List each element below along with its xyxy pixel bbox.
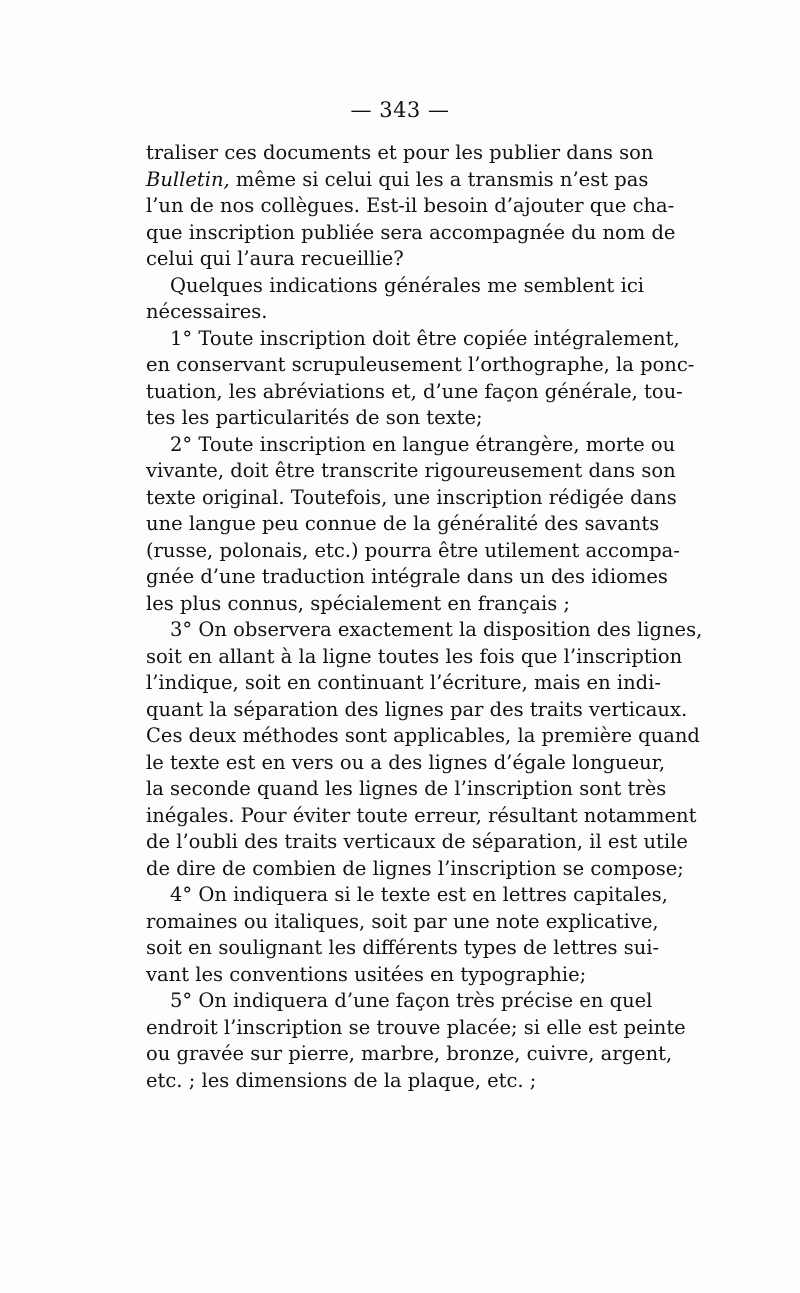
text-line: vivante, doit être transcrite rigoureusement dans son <box>146 459 676 482</box>
paragraph <box>146 617 703 882</box>
text-line <box>146 167 649 194</box>
text-line: ou gravée sur pierre, marbre, bronze, cuivre, argent, <box>146 1042 673 1065</box>
paragraph <box>146 326 695 432</box>
text-line: 5° On indiquera d’une façon très précise en quel <box>170 989 653 1012</box>
text-line: l’un de nos collègues. Est-il besoin d’ajouter que cha- <box>146 194 675 217</box>
text-line: gnée d’une traduction intégrale dans un des idiomes <box>146 565 668 588</box>
text-line: nécessaires. <box>146 300 268 323</box>
text-line: tes les particularités de son texte; <box>146 406 483 429</box>
text-line: l’indique, soit en continuant l’écriture, mais en indi- <box>146 671 661 694</box>
text-line: endroit l’inscription se trouve placée; si elle est peinte <box>146 1015 686 1039</box>
paragraph <box>146 988 686 1094</box>
text-line: Quelques indications générales me semblent ici <box>170 273 644 297</box>
paragraph <box>146 140 676 273</box>
text-line: 4° On indiquera si le texte est en lettres capitales, <box>170 883 668 906</box>
text-line: le texte est en vers ou a des lignes d’égale longueur, <box>146 750 666 774</box>
text-line: en conservant scrupuleusement l’orthographe, la ponc- <box>146 353 695 376</box>
text-line: soit en allant à la ligne toutes les fois que l’inscription <box>146 644 683 668</box>
text-line: quant la séparation des lignes par des traits verticaux. <box>146 697 688 721</box>
text-line: les plus connus, spécialement en français ; <box>146 591 571 615</box>
text-line: celui qui l’aura recueillie? <box>146 247 404 270</box>
text-line: 1° Toute inscription doit être copiée intégralement, <box>170 326 680 350</box>
text-line: romaines ou italiques, soit par une note explicative, <box>146 909 659 933</box>
text-line: la seconde quand les lignes de l’inscription sont très <box>146 777 667 800</box>
text-line: inégales. Pour éviter toute erreur, résultant notamment <box>146 803 697 827</box>
paragraph <box>146 273 644 326</box>
page-number: — 343 — <box>350 98 450 122</box>
text-line: 2° Toute inscription en langue étrangère, morte ou <box>170 432 676 456</box>
text-line: de dire de combien de lignes l’inscription se compose; <box>146 856 684 880</box>
text-line: 3° On observera exactement la disposition des lignes, <box>170 618 703 641</box>
text-line: texte original. Toutefois, une inscription rédigée dans <box>146 485 677 509</box>
text-line: etc. ; les dimensions de la plaque, etc. ; <box>146 1068 537 1092</box>
text-line-rest: même si celui qui les a transmis n’est pas <box>229 167 649 191</box>
text-line: (russe, polonais, etc.) pourra être utilement accompa- <box>146 538 680 562</box>
paragraph <box>146 882 668 988</box>
text-line: que inscription publiée sera accompagnée du nom de <box>146 220 676 244</box>
text-line: traliser ces documents et pour les publier dans son <box>146 141 654 164</box>
text-line: soit en soulignant les différents types de lettres sui- <box>146 936 660 959</box>
journal-title: Bulletin, <box>146 167 230 191</box>
text-line: une langue peu connue de la généralité des savants <box>146 512 660 535</box>
text-line: tuation, les abréviations et, d’une façon générale, tou- <box>146 379 683 403</box>
text-line: Ces deux méthodes sont applicables, la première quand <box>146 724 700 747</box>
body-text <box>146 140 703 1094</box>
text-line: vant les conventions usitées en typographie; <box>146 962 587 986</box>
paragraph <box>146 432 680 618</box>
text-line: de l’oubli des traits verticaux de séparation, il est utile <box>146 830 688 853</box>
